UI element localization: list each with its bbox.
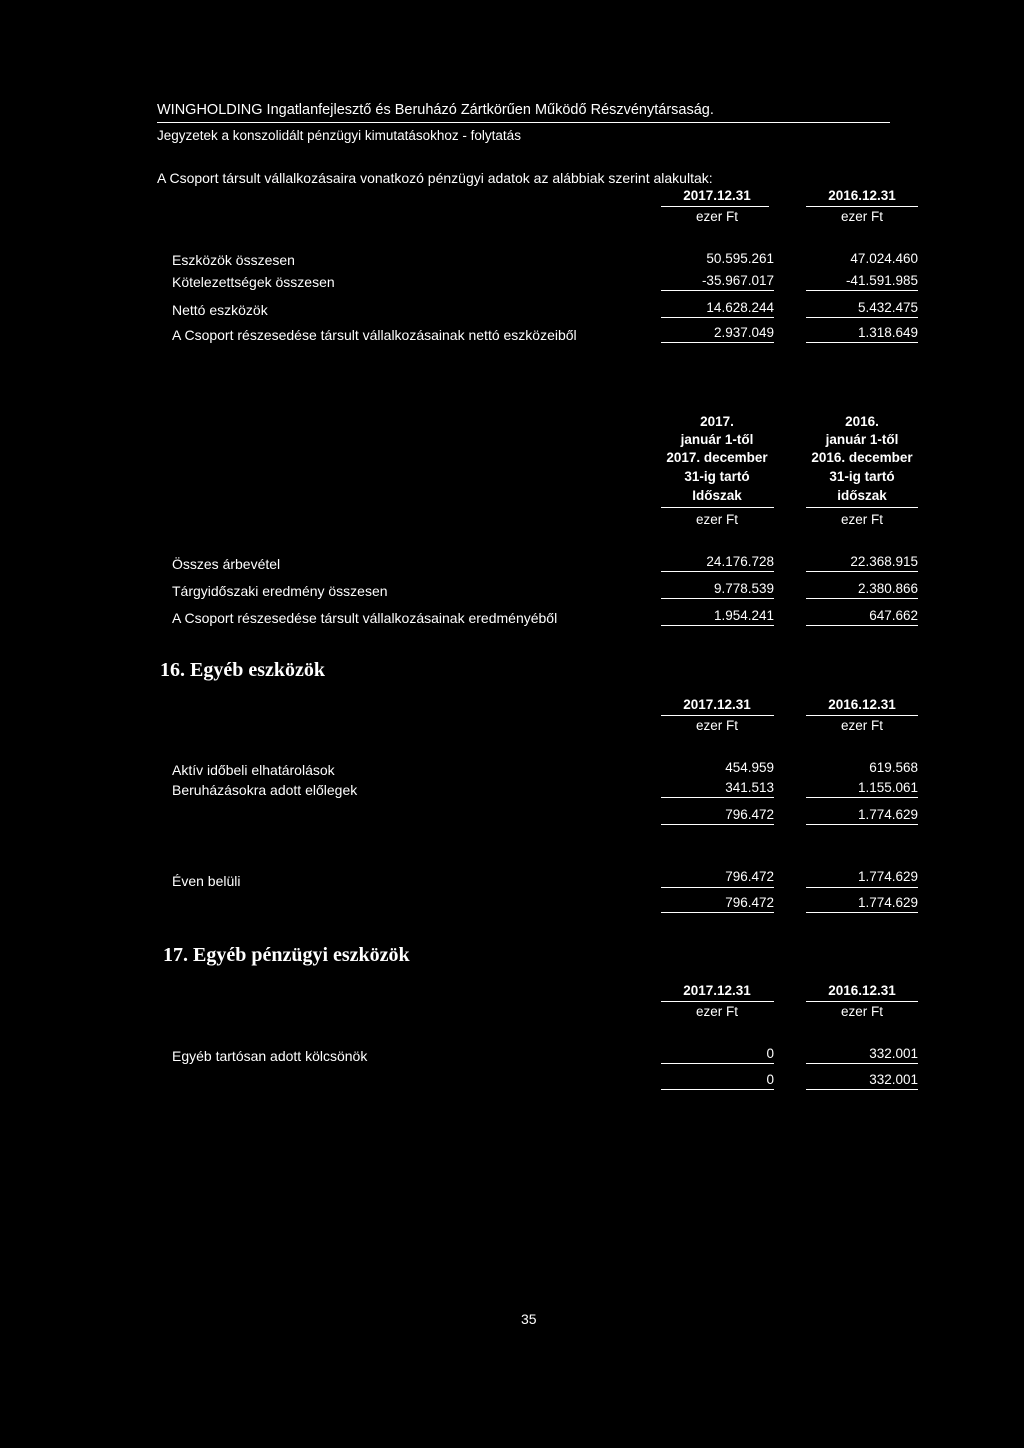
income-row-rule-1 — [661, 571, 774, 572]
s16-col2-header-rule — [806, 715, 918, 716]
s16-subtotal-rule-1 — [661, 797, 774, 798]
balance-row-v2: 5.432.475 — [857, 300, 918, 315]
s16-col1-header-rule — [661, 715, 774, 716]
balance-row-v2: -41.591.985 — [845, 273, 918, 288]
s17-total-rule-1 — [661, 1089, 774, 1090]
s17-col2-unit: ezer Ft — [840, 1004, 883, 1019]
balance-col2-date: 2016.12.31 — [828, 188, 896, 203]
s16-within-total-rule-2 — [806, 912, 918, 913]
balance-row-label: Nettó eszközök — [172, 302, 268, 318]
income-col2-line4: 31-ig tartó — [829, 469, 895, 484]
balance-row-v1: -35.967.017 — [701, 273, 774, 288]
balance-col2-unit: ezer Ft — [840, 209, 883, 224]
s16-col2-date: 2016.12.31 — [828, 697, 896, 712]
balance-share-rule-2 — [806, 342, 918, 343]
balance-row-label: A Csoport részesedése társult vállalkozásainak nettó eszközeiből — [172, 327, 577, 343]
s17-row-rule-2 — [806, 1063, 918, 1064]
income-row-rule-2 — [806, 625, 918, 626]
s16-total-rule-2 — [806, 824, 918, 825]
section-16-title: 16. Egyéb eszközök — [160, 659, 325, 681]
income-col2-unit: ezer Ft — [840, 512, 883, 527]
s17-col2-header-rule — [806, 1001, 918, 1002]
balance-subtotal-rule-1 — [661, 290, 774, 291]
balance-share-rule-1 — [661, 342, 774, 343]
intro-text: A Csoport társult vállalkozásaira vonatkozó pénzügyi adatok az alábbiak szerint alakultak: — [157, 170, 713, 186]
balance-row-v1: 14.628.244 — [706, 300, 774, 315]
page-number: 35 — [521, 1311, 537, 1327]
income-row-v2: 647.662 — [869, 608, 918, 623]
income-col1-line4: 31-ig tartó — [684, 469, 750, 484]
s16-col2-unit: ezer Ft — [840, 718, 883, 733]
s17-col2-date: 2016.12.31 — [828, 983, 896, 998]
income-row-label: Összes árbevétel — [172, 556, 281, 572]
balance-col1-header-rule — [661, 206, 769, 207]
balance-net-rule-1 — [661, 317, 774, 318]
s16-within-total-v1: 796.472 — [725, 895, 774, 910]
balance-col1-date: 2017.12.31 — [683, 188, 751, 203]
s16-total-v1: 796.472 — [725, 807, 774, 822]
income-col2-header-rule — [806, 507, 918, 508]
income-row-v1: 9.778.539 — [713, 581, 774, 596]
company-name: WINGHOLDING Ingatlanfejlesztő és Beruházó Zártkörűen Működő Részvénytársaság. — [157, 102, 714, 118]
income-col1-header-rule — [661, 507, 774, 508]
income-row-rule-1 — [661, 625, 774, 626]
s16-within-v2: 1.774.629 — [857, 869, 918, 884]
balance-row-v2: 1.318.649 — [857, 325, 918, 340]
s16-within-total-rule-1 — [661, 912, 774, 913]
balance-row-v1: 50.595.261 — [706, 251, 774, 266]
income-row-rule-2 — [806, 598, 918, 599]
balance-net-rule-2 — [806, 317, 918, 318]
income-col1-line5: Időszak — [692, 488, 742, 503]
s17-total-rule-2 — [806, 1089, 918, 1090]
income-col1-line3: 2017. december — [666, 450, 768, 465]
income-row-label: Tárgyidőszaki eredmény összesen — [172, 583, 388, 599]
s16-within-v1: 796.472 — [725, 869, 774, 884]
balance-col1-unit: ezer Ft — [695, 209, 738, 224]
balance-subtotal-rule-2 — [806, 290, 918, 291]
income-row-v2: 2.380.866 — [857, 581, 918, 596]
income-row-v1: 24.176.728 — [706, 554, 774, 569]
income-col1-unit: ezer Ft — [695, 512, 738, 527]
s16-row-v2: 1.155.061 — [857, 780, 918, 795]
s16-row-label: Beruházásokra adott előlegek — [172, 782, 358, 798]
income-row-rule-1 — [661, 598, 774, 599]
section-17-title: 17. Egyéb pénzügyi eszközök — [163, 944, 410, 966]
s17-col1-unit: ezer Ft — [695, 1004, 738, 1019]
balance-row-v2: 47.024.460 — [850, 251, 918, 266]
s16-row-v1: 341.513 — [725, 780, 774, 795]
s16-subtotal-rule-2 — [806, 797, 918, 798]
s16-within-rule-2 — [806, 887, 918, 888]
balance-row-label: Kötelezettségek összesen — [172, 274, 335, 290]
income-col1-line2: január 1-től — [680, 432, 754, 447]
s16-total-rule-1 — [661, 824, 774, 825]
s17-row-label: Egyéb tartósan adott kölcsönök — [172, 1048, 368, 1064]
income-row-v1: 1.954.241 — [713, 608, 774, 623]
income-row-label: A Csoport részesedése társult vállalkozásainak eredményéből — [172, 610, 558, 626]
balance-col2-header-rule — [806, 206, 918, 207]
income-col2-line2: január 1-től — [825, 432, 899, 447]
income-row-rule-2 — [806, 571, 918, 572]
income-col1-line1: 2017. — [700, 414, 734, 429]
s16-col1-date: 2017.12.31 — [683, 697, 751, 712]
s16-within-total-v2: 1.774.629 — [857, 895, 918, 910]
s17-col1-date: 2017.12.31 — [683, 983, 751, 998]
s16-within-label: Éven belüli — [172, 873, 241, 889]
income-col2-line5: időszak — [837, 488, 887, 503]
balance-row-label: Eszközök összesen — [172, 252, 295, 268]
s16-row-v1: 454.959 — [725, 760, 774, 775]
income-col2-line1: 2016. — [845, 414, 879, 429]
s17-row-v2: 332.001 — [869, 1046, 918, 1061]
s17-total-v1: 0 — [766, 1072, 774, 1087]
income-row-v2: 22.368.915 — [850, 554, 918, 569]
income-col2-line3: 2016. december — [811, 450, 913, 465]
s16-row-v2: 619.568 — [869, 760, 918, 775]
s16-total-v2: 1.774.629 — [857, 807, 918, 822]
header-subtitle: Jegyzetek a konszolidált pénzügyi kimutatásokhoz - folytatás — [157, 128, 521, 143]
balance-row-v1: 2.937.049 — [713, 325, 774, 340]
s17-row-rule-1 — [661, 1063, 774, 1064]
header-rule — [157, 122, 890, 123]
s17-total-v2: 332.001 — [869, 1072, 918, 1087]
s16-row-label: Aktív időbeli elhatárolások — [172, 762, 335, 778]
s16-within-rule-1 — [661, 887, 774, 888]
s17-col1-header-rule — [661, 1001, 774, 1002]
s16-col1-unit: ezer Ft — [695, 718, 738, 733]
s17-row-v1: 0 — [766, 1046, 774, 1061]
